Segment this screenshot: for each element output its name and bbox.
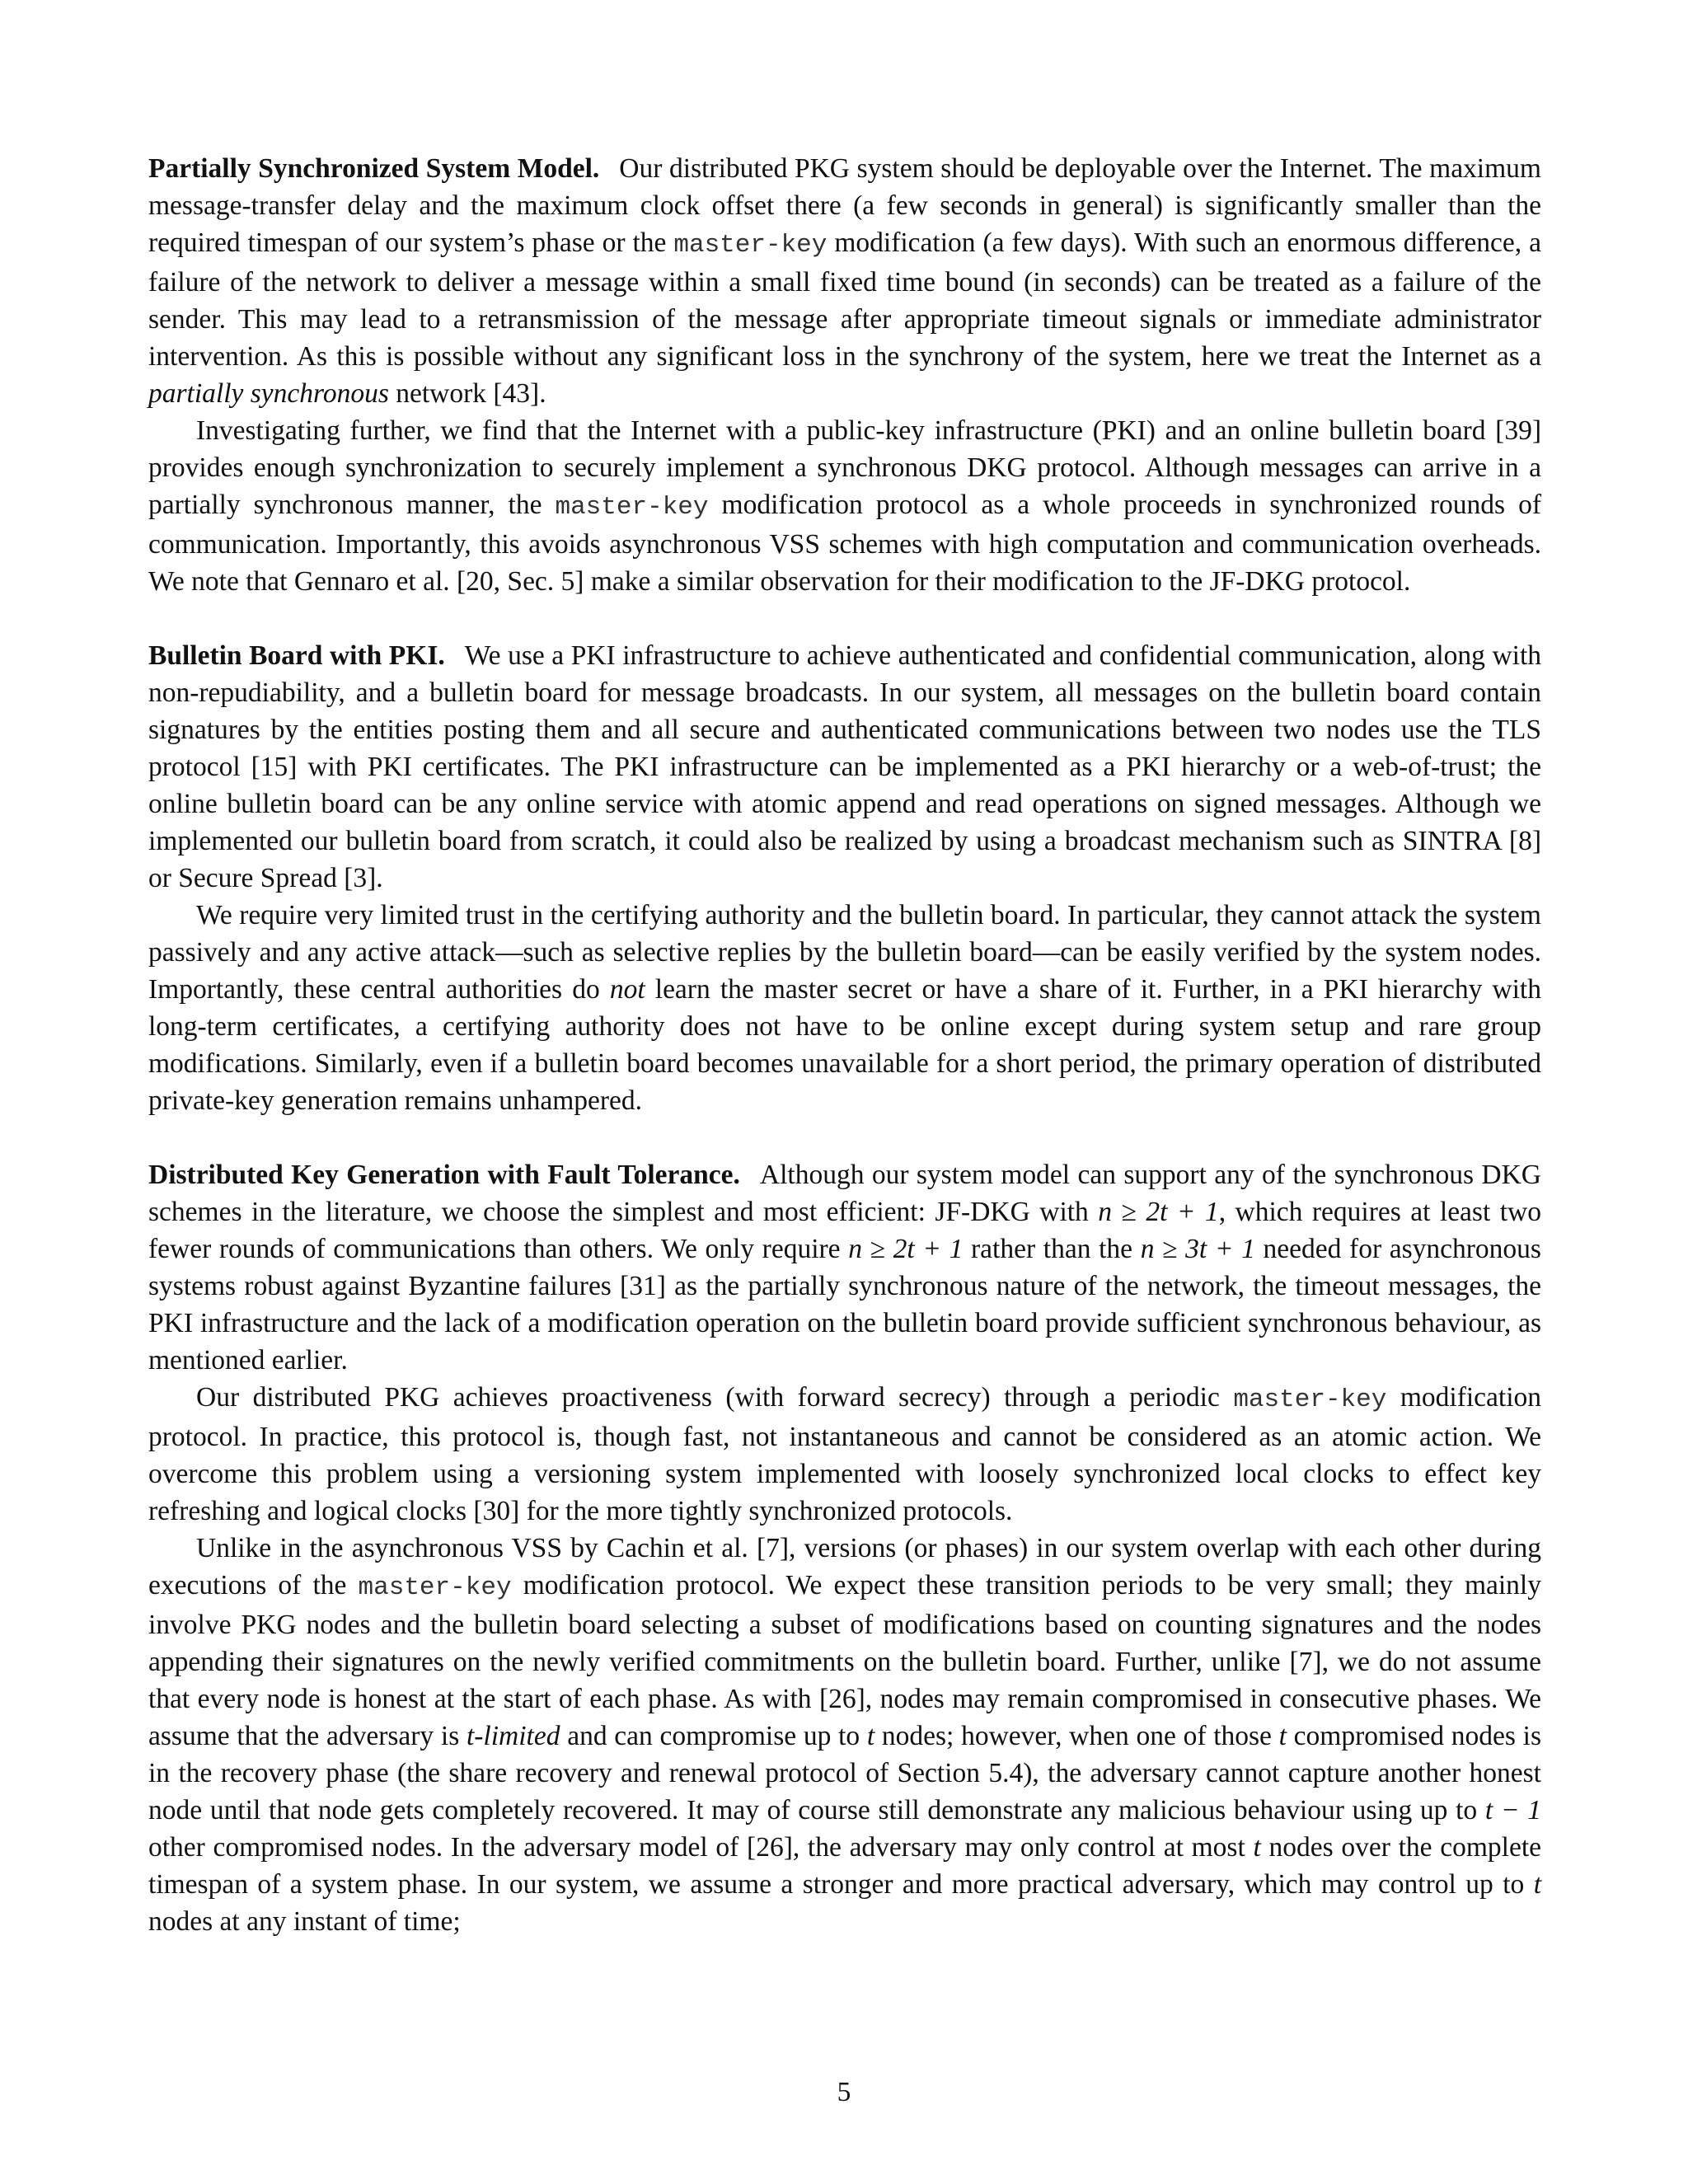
- code-term: master-key: [358, 1573, 512, 1602]
- text-run: nodes at any instant of time;: [148, 1906, 461, 1937]
- emphasis: partially synchronous: [148, 378, 389, 409]
- text-run: We require very limited trust in the certifying authority and the bulletin board. In particular, they cannot attack the system passively and any active attack—such as selective replies by the bulletin board—can be easily verified by the system nodes. Importantly, these central authorities do: [148, 900, 1541, 1005]
- paragraph: [148, 1156, 1541, 1379]
- text-run: modification (a few days). With such an enormous difference, a failure of the network to deliver a message within a small fixed time bound (in seconds) can be treated as a failure of the sender. This may lead to a retransmission of the message after appropriate timeout signals or immediate administrator intervention. As this is possible without any significant loss in the synchrony of the system, here we treat the Internet as a: [148, 227, 1541, 372]
- section-heading: Distributed Key Generation with Fault Tolerance.: [148, 1160, 740, 1190]
- paragraph: [148, 1530, 1541, 1940]
- section-distributed-key-generation: [148, 1156, 1541, 1940]
- section-heading: Partially Synchronized System Model.: [148, 153, 600, 184]
- paper-page-body: [148, 150, 1541, 1940]
- text-run: We use a PKI infrastructure to achieve authenticated and confidential communication, along with non-repudiability, and a bulletin board for message broadcasts. In our system, all messages on the bulletin board contain signatures by the entities posting them and all secure and authenticated communications between two nodes use the TLS protocol [15] with PKI certificates. The PKI infrastructure can be implemented as a PKI hierarchy or a web-of-trust; the online bulletin board can be any online service with atomic append and read operations on signed messages. Although we implemented our bulletin board from scratch, it could also be realized by using a broadcast mechanism such as SINTRA [8] or Secure Spread [3].: [148, 640, 1542, 893]
- section-partially-synchronized-system-model: [148, 150, 1541, 600]
- math-expression: t: [1278, 1721, 1287, 1751]
- math-expression: n ≥ 2t + 1: [1098, 1197, 1219, 1227]
- paragraph: [148, 150, 1541, 412]
- paragraph: [148, 897, 1541, 1119]
- paragraph: [148, 637, 1541, 897]
- text-run: Unlike in the asynchronous VSS by Cachin et al. [7], versions (or phases) in our system overlap with each other during executions of the: [148, 1533, 1541, 1601]
- text-run: Our distributed PKG system should be deployable over the Internet. The maximum message-transfer delay and the maximum clock offset there (a few seconds in general) is significantly smaller than the required timespan of our system’s phase or the: [148, 153, 1541, 258]
- text-run: nodes over the complete timespan of a system phase. In our system, we assume a stronger and more practical adversary, which may control up to: [148, 1832, 1541, 1900]
- text-run: , which requires at least two fewer rounds of communications than others. We only require: [148, 1197, 1541, 1264]
- math-expression: t − 1: [1484, 1795, 1542, 1825]
- text-run: and can compromise up to: [560, 1721, 867, 1751]
- emphasis: t-limited: [466, 1721, 560, 1751]
- section-bulletin-board-with-pki: [148, 637, 1541, 1119]
- text-run: compromised nodes is in the recovery phase (the share recovery and renewal protocol of Section 5.4), the adversary cannot capture another honest node until that node gets completely recovered. It may of course still demonstrate any malicious behaviour using up to: [148, 1721, 1541, 1825]
- code-term: master-key: [1233, 1385, 1387, 1414]
- text-run: modification protocol. In practice, this protocol is, though fast, not instantaneous and cannot be considered as an atomic action. We overcome this problem using a versioning system implemented with loosely synchronized local clocks to effect key refreshing and logical clocks [30] for the more tightly synchronized protocols.: [148, 1382, 1542, 1526]
- math-expression: t: [1253, 1832, 1261, 1863]
- text-run: network [43].: [388, 378, 546, 409]
- text-run: Our distributed PKG achieves proactiveness (with forward secrecy) through a periodic: [196, 1382, 1234, 1413]
- paragraph: [148, 412, 1541, 600]
- code-term: master-key: [555, 493, 709, 522]
- code-term: master-key: [673, 231, 828, 260]
- page-number: 5: [837, 2077, 851, 2107]
- paragraph: [148, 1379, 1541, 1530]
- text-run: nodes; however, when one of those: [874, 1721, 1279, 1751]
- math-expression: n ≥ 3t + 1: [1140, 1234, 1255, 1264]
- text-run: needed for asynchronous systems robust against Byzantine failures [31] as the partially synchronous nature of the network, the timeout messages, the PKI infrastructure and the lack of a modification operation on the bulletin board provide sufficient synchronous behaviour, as mentioned earlier.: [148, 1234, 1541, 1376]
- text-run: learn the master secret or have a share of it. Further, in a PKI hierarchy with long-term certificates, a certifying authority does not have to be online except during system setup and rare group modifications. Similarly, even if a bulletin board becomes unavailable for a short period, the primary operation of distributed private-key generation remains unhampered.: [148, 974, 1541, 1116]
- math-expression: t: [866, 1721, 875, 1751]
- math-expression: n ≥ 2t + 1: [848, 1234, 964, 1264]
- text-run: Although our system model can support any of the synchronous DKG schemes in the literature, we choose the simplest and most efficient: JF-DKG with: [148, 1160, 1541, 1227]
- math-expression: t: [1533, 1869, 1541, 1900]
- emphasis: not: [609, 974, 645, 1005]
- text-run: modification protocol as a whole proceeds in synchronized rounds of communication. Importantly, this avoids asynchronous VSS schemes with high computation and communication overheads. We note that Gennaro et al. [20, Sec. 5] make a similar observation for their modification to the JF-DKG protocol.: [148, 490, 1541, 597]
- text-run: modification protocol. We expect these transition periods to be very small; they mainly involve PKG nodes and the bulletin board selecting a subset of modifications based on counting signatures and the nodes appending their signatures on the newly verified commitments on the bulletin board. Further, unlike [7], we do not assume that every node is honest at the start of each phase. As with [26], nodes may remain compromised in consecutive phases. We assume that the adversary is: [148, 1570, 1541, 1751]
- text-run: other compromised nodes. In the adversary model of [26], the adversary may only control at most: [148, 1832, 1254, 1863]
- section-heading: Bulletin Board with PKI.: [148, 640, 445, 671]
- text-run: Investigating further, we find that the Internet with a public-key infrastructure (PKI) and an online bulletin board [39] provides enough synchronization to securely implement a synchronous DKG protocol. Although messages can arrive in a partially synchronous manner, the: [148, 415, 1541, 520]
- text-run: rather than the: [963, 1234, 1141, 1264]
